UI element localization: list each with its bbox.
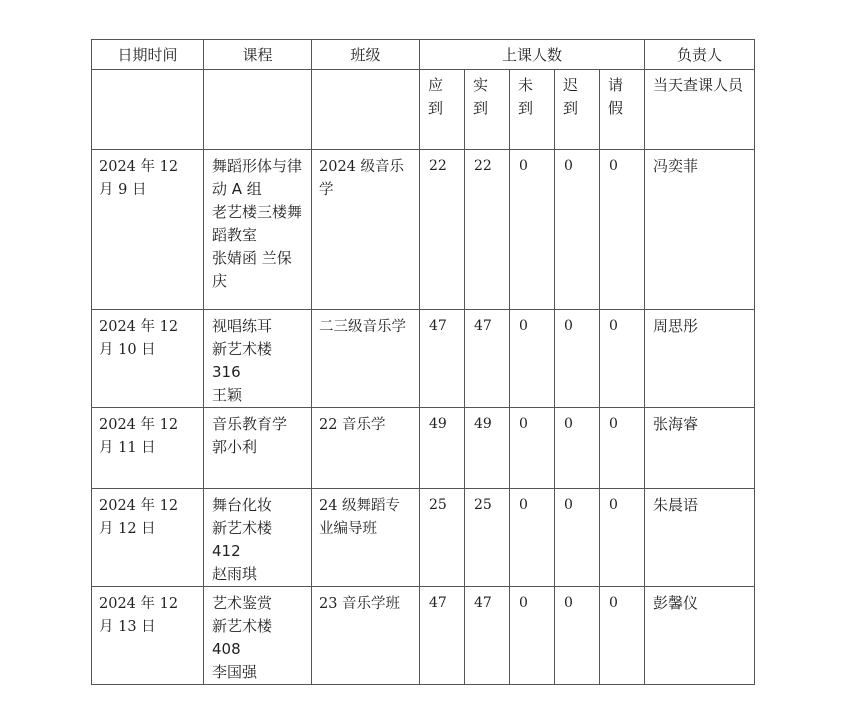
row-actual: 47 xyxy=(465,587,510,685)
row-absent: 0 xyxy=(510,408,555,489)
course-line: 舞蹈形体与律动 A 组 xyxy=(212,157,303,198)
row-class: 22 音乐学 xyxy=(312,408,420,489)
header-owner: 负责人 xyxy=(645,40,755,70)
row-course xyxy=(204,408,312,489)
row-absent: 0 xyxy=(510,587,555,685)
row-date: 2024 年 12 月 12 日 xyxy=(92,489,204,587)
row-late: 0 xyxy=(555,150,600,310)
row-absent: 0 xyxy=(510,489,555,587)
subheader-expected xyxy=(420,70,465,150)
subheader-actual xyxy=(465,70,510,150)
course-line: 郭小利 xyxy=(212,438,258,456)
subheader-leave-2: 假 xyxy=(608,99,624,117)
header-attendance: 上课人数 xyxy=(420,40,645,70)
course-line: 王颖 xyxy=(212,386,243,404)
table-row xyxy=(92,408,755,489)
row-late: 0 xyxy=(555,489,600,587)
header-course: 课程 xyxy=(204,40,312,70)
subheader-absent-1: 未 xyxy=(518,76,534,94)
row-late: 0 xyxy=(555,408,600,489)
table-row xyxy=(92,587,755,685)
row-late: 0 xyxy=(555,587,600,685)
row-actual: 25 xyxy=(465,489,510,587)
subheader-absent-2: 到 xyxy=(518,99,534,117)
subheader-empty-class xyxy=(312,70,420,150)
course-line: 老艺楼三楼舞蹈教室 xyxy=(212,203,303,244)
row-inspector: 彭馨仪 xyxy=(645,587,755,685)
row-leave: 0 xyxy=(600,408,645,489)
row-actual: 47 xyxy=(465,310,510,408)
row-inspector: 张海睿 xyxy=(645,408,755,489)
row-leave: 0 xyxy=(600,587,645,685)
row-actual: 22 xyxy=(465,150,510,310)
course-line: 新艺术楼 316 xyxy=(212,340,273,381)
course-line: 新艺术楼 412 xyxy=(212,519,273,560)
table-row xyxy=(92,489,755,587)
table-row xyxy=(92,150,755,310)
row-expected: 22 xyxy=(420,150,465,310)
course-line: 音乐教育学 xyxy=(212,415,288,433)
header-date: 日期时间 xyxy=(92,40,204,70)
subheader-actual-2: 到 xyxy=(473,99,489,117)
row-leave: 0 xyxy=(600,489,645,587)
course-line: 新艺术楼 408 xyxy=(212,617,273,658)
course-line: 舞台化妆 xyxy=(212,496,273,514)
row-course xyxy=(204,150,312,310)
row-course xyxy=(204,489,312,587)
row-leave: 0 xyxy=(600,310,645,408)
row-class: 二三级音乐学 xyxy=(312,310,420,408)
subheader-leave xyxy=(600,70,645,150)
row-date: 2024 年 12 月 11 日 xyxy=(92,408,204,489)
subheader-empty-date xyxy=(92,70,204,150)
row-class: 23 音乐学班 xyxy=(312,587,420,685)
row-actual: 49 xyxy=(465,408,510,489)
row-date: 2024 年 12 月 10 日 xyxy=(92,310,204,408)
row-expected: 47 xyxy=(420,310,465,408)
row-absent: 0 xyxy=(510,150,555,310)
subheader-late-2: 到 xyxy=(563,99,579,117)
subheader-expected-1: 应 xyxy=(428,76,444,94)
subheader-expected-2: 到 xyxy=(428,99,444,117)
table-row xyxy=(92,310,755,408)
subheader-row xyxy=(92,70,755,150)
row-absent: 0 xyxy=(510,310,555,408)
course-line: 艺术鉴赏 xyxy=(212,594,273,612)
subheader-actual-1: 实 xyxy=(473,76,489,94)
row-leave: 0 xyxy=(600,150,645,310)
header-class: 班级 xyxy=(312,40,420,70)
course-line: 赵雨琪 xyxy=(212,565,258,583)
course-line: 视唱练耳 xyxy=(212,317,273,335)
row-class: 2024 级音乐学 xyxy=(312,150,420,310)
row-date: 2024 年 12 月 13 日 xyxy=(92,587,204,685)
row-inspector: 冯奕菲 xyxy=(645,150,755,310)
subheader-late xyxy=(555,70,600,150)
header-row xyxy=(92,40,755,70)
row-inspector: 朱晨语 xyxy=(645,489,755,587)
row-late: 0 xyxy=(555,310,600,408)
subheader-late-1: 迟 xyxy=(563,76,579,94)
row-expected: 49 xyxy=(420,408,465,489)
course-line: 张婧函 兰保庆 xyxy=(212,249,292,290)
subheader-empty-course xyxy=(204,70,312,150)
subheader-leave-1: 请 xyxy=(608,76,624,94)
row-date: 2024 年 12 月 9 日 xyxy=(92,150,204,310)
row-class: 24 级舞蹈专业编导班 xyxy=(312,489,420,587)
row-expected: 47 xyxy=(420,587,465,685)
row-course xyxy=(204,587,312,685)
row-course xyxy=(204,310,312,408)
attendance-table xyxy=(91,39,755,685)
row-expected: 25 xyxy=(420,489,465,587)
subheader-absent xyxy=(510,70,555,150)
subheader-inspector: 当天查课人员 xyxy=(645,70,755,150)
course-line: 李国强 xyxy=(212,663,258,681)
row-inspector: 周思彤 xyxy=(645,310,755,408)
